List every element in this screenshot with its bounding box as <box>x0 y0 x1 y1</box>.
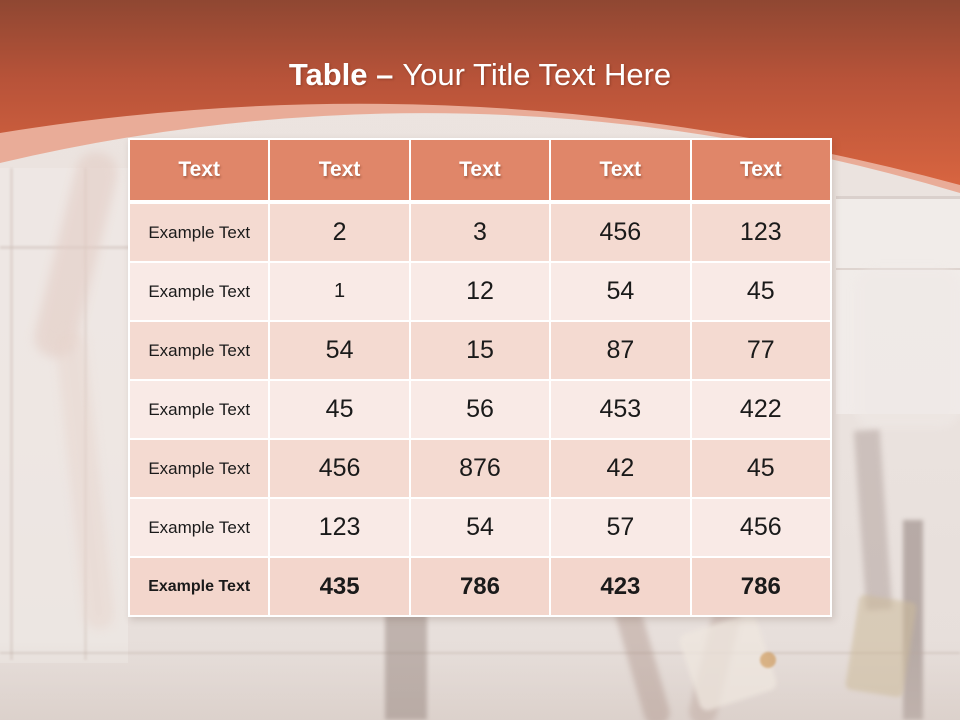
row-label-cell: Example Text <box>129 557 269 616</box>
photo-shoe-ornament <box>760 652 776 668</box>
value-cell: 45 <box>691 262 831 321</box>
value-cell: 12 <box>410 262 550 321</box>
row-label-cell: Example Text <box>129 262 269 321</box>
value-cell: 77 <box>691 321 831 380</box>
row-label-cell: Example Text <box>129 380 269 439</box>
value-cell: 456 <box>691 498 831 557</box>
slide-title-rest: Your Title Text Here <box>402 57 672 92</box>
photo-floor-line <box>0 652 960 654</box>
table-header-cell: Text <box>269 139 409 202</box>
value-cell: 45 <box>269 380 409 439</box>
table-row <box>129 439 831 498</box>
value-cell: 87 <box>550 321 690 380</box>
value-cell: 423 <box>550 557 690 616</box>
row-label-cell: Example Text <box>129 498 269 557</box>
value-cell: 456 <box>550 202 690 262</box>
value-cell: 123 <box>691 202 831 262</box>
value-cell: 435 <box>269 557 409 616</box>
slide-title <box>0 55 960 95</box>
row-label-cell: Example Text <box>129 439 269 498</box>
photo-wall-seam <box>10 168 13 660</box>
value-cell: 786 <box>410 557 550 616</box>
value-cell: 123 <box>269 498 409 557</box>
row-label-cell: Example Text <box>129 321 269 380</box>
row-label-cell: Example Text <box>129 202 269 262</box>
value-cell: 56 <box>410 380 550 439</box>
value-cell: 3 <box>410 202 550 262</box>
slide-title-bold: Table – <box>288 57 394 92</box>
table-header-cell: Text <box>691 139 831 202</box>
value-cell: 422 <box>691 380 831 439</box>
value-cell: 876 <box>410 439 550 498</box>
table-header-cell: Text <box>550 139 690 202</box>
table-header-row <box>129 139 831 202</box>
photo-bench-leg <box>385 610 427 720</box>
table-row <box>129 262 831 321</box>
value-cell: 786 <box>691 557 831 616</box>
table-header-cell: Text <box>129 139 269 202</box>
table-header-cell: Text <box>410 139 550 202</box>
table-row <box>129 321 831 380</box>
value-cell: 456 <box>269 439 409 498</box>
table-row <box>129 380 831 439</box>
photo-leg-shape <box>854 429 892 610</box>
value-cell: 42 <box>550 439 690 498</box>
value-cell: 453 <box>550 380 690 439</box>
value-cell: 54 <box>410 498 550 557</box>
photo-dress-shape <box>855 268 960 428</box>
value-cell: 54 <box>269 321 409 380</box>
value-cell: 57 <box>550 498 690 557</box>
table-total-row <box>129 557 831 616</box>
value-cell: 1 <box>269 262 409 321</box>
value-cell: 45 <box>691 439 831 498</box>
data-table <box>128 138 832 617</box>
table-row <box>129 498 831 557</box>
value-cell: 15 <box>410 321 550 380</box>
value-cell: 2 <box>269 202 409 262</box>
table-row <box>129 202 831 262</box>
value-cell: 54 <box>550 262 690 321</box>
